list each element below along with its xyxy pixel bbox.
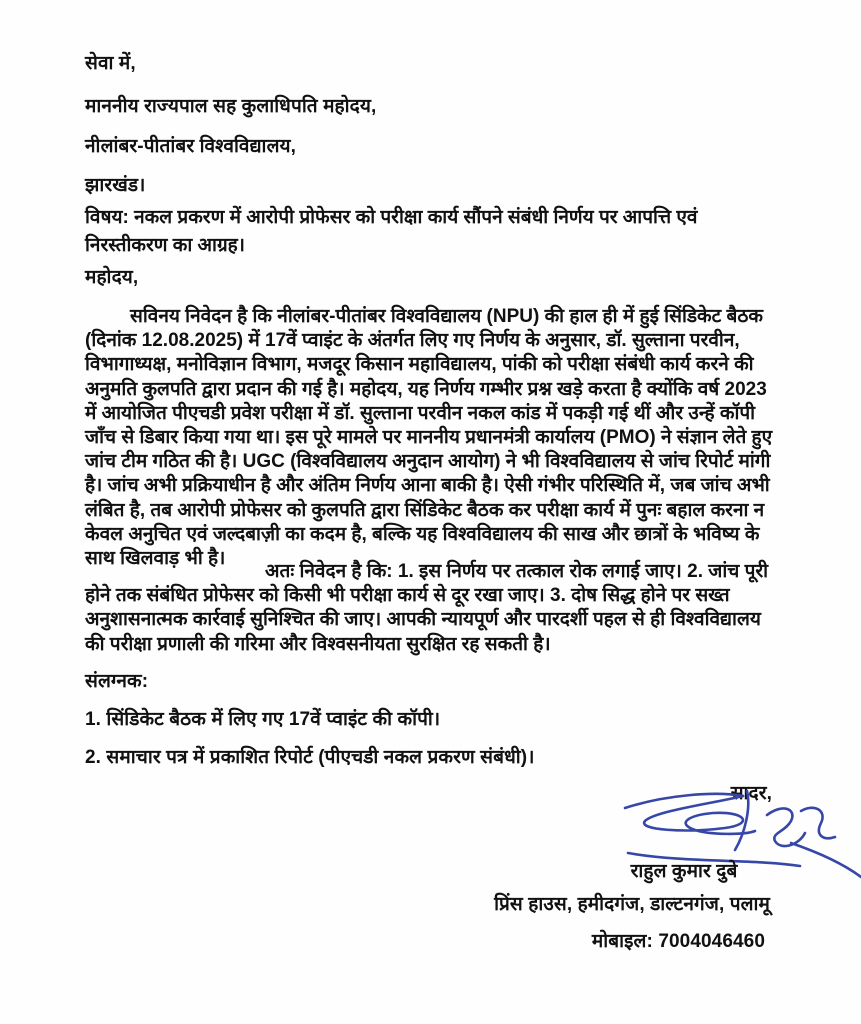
- recipient-service-line: सेवा में,: [85, 53, 136, 74]
- recipient-addressee: माननीय राज्यपाल सह कुलाधिपति महोदय,: [85, 96, 377, 117]
- body-paragraph-1: सविनय निवेदन है कि नीलांबर-पीतांबर विश्वविद्यालय (NPU) की हाल ही में हुई सिंडिकेट बैठक (दिनांक 12.08.2025) में 17वें प्वाइंट के अंतर्गत लिए गए निर्णय के अनुसार, डॉ. सुल्ताना परवीन, विभागाध्यक्ष, मनोविज्ञान विभाग, मजदूर किसान महाविद्यालय, पांकी को परीक्षा संबंधी कार्य करने की अनुमति कुलपति द्वारा प्रदान की गई है। महोदय, यह निर्णय गम्भीर प्रश्न खड़े करता है क्योंकि वर्ष 2023 में आयोजित पीएचडी प्रवेश परीक्षा में डॉ. सुल्ताना परवीन नकल कांड में पकड़ी गई थीं और उन्हें कॉपी जाँच से डिबार किया गया था। इस पूरे मामले पर माननीय प्रधानमंत्री कार्यालय (PMO) ने संज्ञान लेते हुए जांच टीम गठित की है। UGC (विश्वविद्यालय अनुदान आयोग) ने भी विश्वविद्यालय से जांच रिपोर्ट मांगी है। जांच अभी प्रक्रियाधीन है और अंतिम निर्णय आना बाकी है। ऐसी गंभीर परिस्थिति में, जब जांच अभी लंबित है, तब आरोपी प्रोफेसर को कुलपति द्वारा सिंडिकेट बैठक कर परीक्षा कार्य में पुनः बहाल करना न केवल अनुचित एवं जल्दबाज़ी का कदम है, बल्कि यह विश्वविद्यालय की साख और छात्रों के भविष्य के साथ खिलवाड़ भी है।: [85, 306, 773, 570]
- signatory-name: राहुल कुमार दुबे: [630, 861, 738, 882]
- enclosure-item-2: 2. समाचार पत्र में प्रकाशित रिपोर्ट (पीएचडी नकल प्रकरण संबंधी)।: [85, 747, 535, 768]
- enclosures-heading: संलग्नक:: [85, 671, 149, 692]
- subject-line: विषय: नकल प्रकरण में आरोपी प्रोफेसर को परीक्षा कार्य सौंपने संबंधी निर्णय पर आपत्ति एवं निरस्तीकरण का आग्रह।: [85, 207, 698, 256]
- body-paragraph-2: अतः निवेदन है कि: 1. इस निर्णय पर तत्काल रोक लगाई जाए। 2. जांच पूरी होने तक संबंधित प्रोफेसर को किसी भी परीक्षा कार्य से दूर रखा जाए। 3. दोष सिद्ध होने पर सख्त अनुशासनात्मक कार्रवाई सुनिश्चित की जाए। आपकी न्यायपूर्ण और पारदर्शी पहल से ही विश्वविद्यालय की परीक्षा प्रणाली की गरिमा और विश्वसनीयता सुरक्षित रह सकती है।: [85, 561, 769, 655]
- signatory-mobile: मोबाइल: 7004046460: [591, 931, 765, 952]
- salutation: महोदय,: [85, 267, 139, 288]
- signatory-address: प्रिंस हाउस, हमीदगंज, डाल्टनगंज, पलामू: [494, 894, 770, 915]
- enclosure-item-1: 1. सिंडिकेट बैठक में लिए गए 17वें प्वाइंट की कॉपी।: [85, 709, 441, 730]
- recipient-institution: नीलांबर-पीतांबर विश्वविद्यालय,: [85, 136, 297, 157]
- recipient-state: झारखंड।: [85, 175, 146, 196]
- closing-regards: सादर,: [730, 783, 772, 804]
